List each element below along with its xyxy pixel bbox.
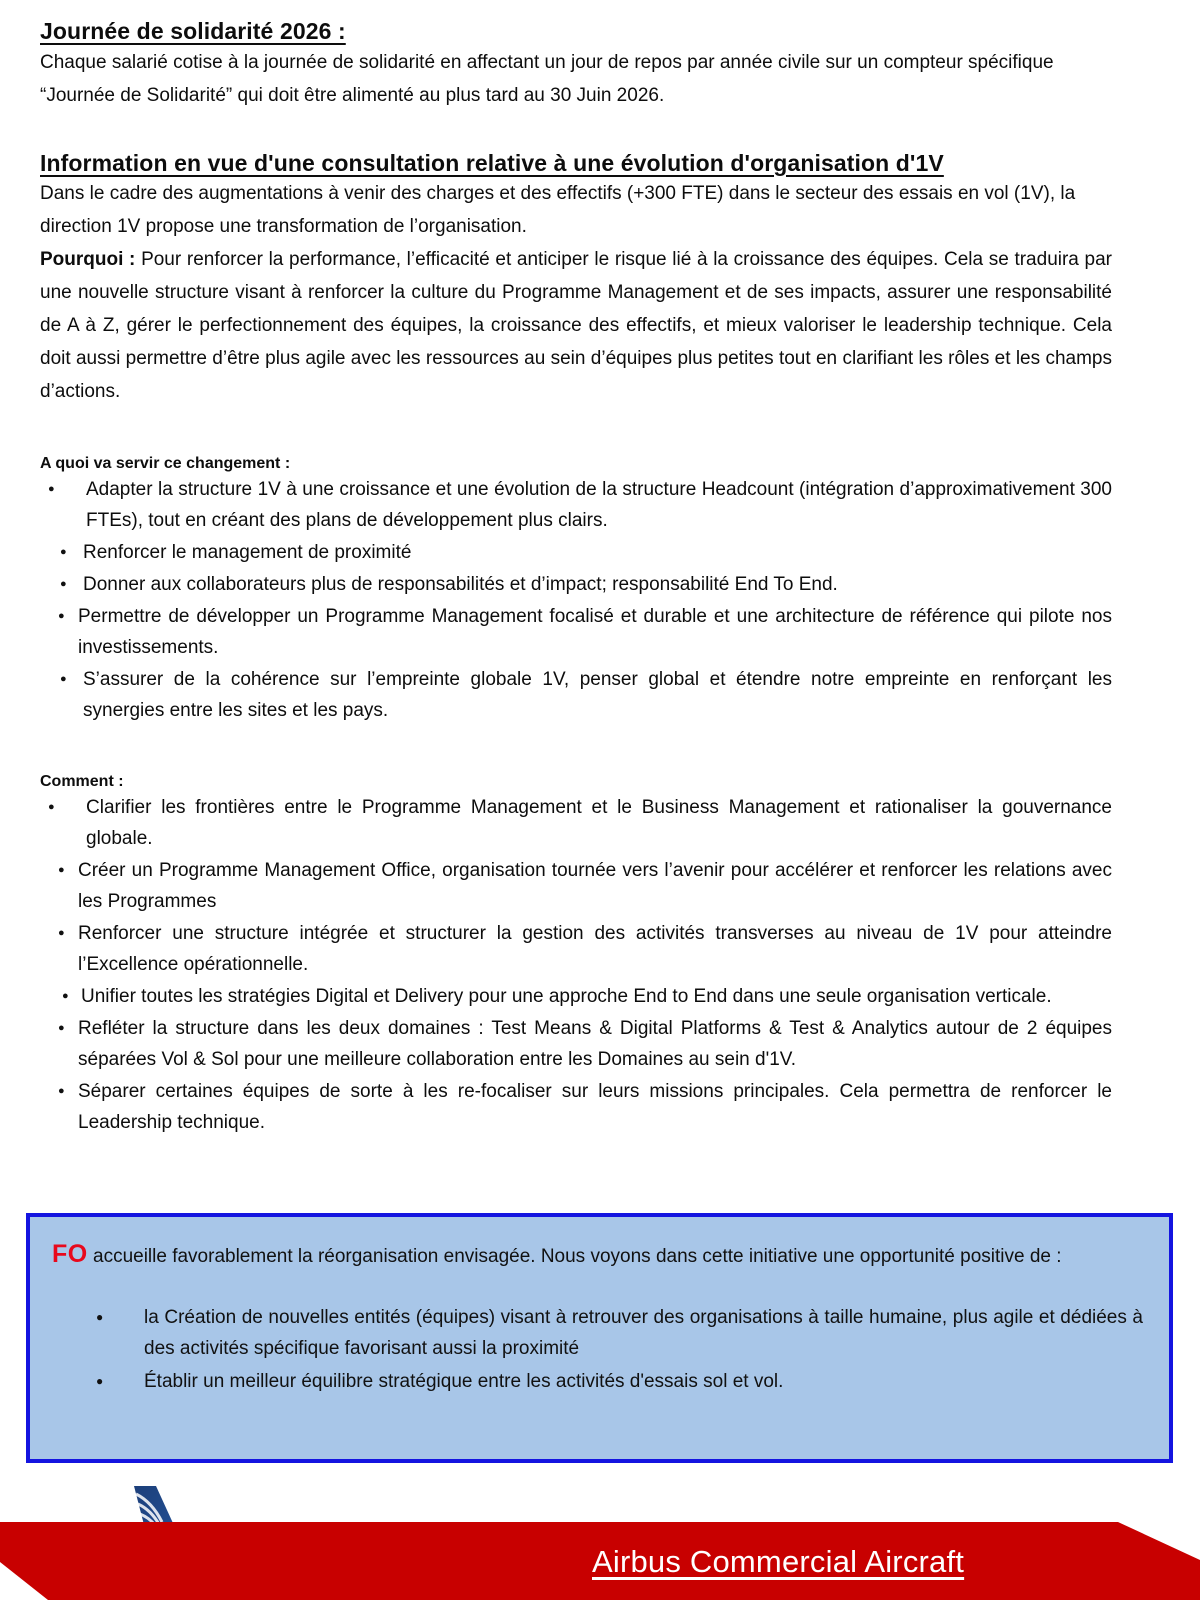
footer-banner: [0, 1490, 1200, 1600]
list-purpose: [40, 474, 1112, 726]
section-information-1v: [40, 150, 1112, 178]
fo-brand-label: FO: [52, 1240, 88, 1268]
list-item: ● Refléter la structure dans les deux domaines : Test Means & Digital Platforms & Test & Analytics autour de 2 équipes séparées Vol & Sol pour une meilleure collaboration entre les Domaines au sein d'1V.: [40, 1013, 1112, 1075]
list-item: ● Renforcer une structure intégrée et structurer la gestion des activités transverses au niveau de 1V pour atteindre l’Excellence opérationnelle.: [40, 918, 1112, 980]
fo-statement-box: [26, 1213, 1173, 1463]
list-item: ● Permettre de développer un Programme Management focalisé et durable et une architecture de référence qui pilote nos investissements.: [40, 601, 1112, 663]
text-pourquoi: Pour renforcer la performance, l’efficacité et anticiper le risque lié à la croissance des équipes. Cela se traduira par une nouvelle structure visant à renforcer la culture du Programme Management et de ses impacts, assurer une responsabilité de A à Z, gérer le perfectionnement des équipes, la croissance des effectifs, et mieux valoriser le leadership technique. Cela doit aussi permettre d’être plus agile avec les ressources au sein d’équipes plus petites tout en clarifiant les rôles et les champs d’actions.: [40, 249, 1113, 403]
section-solidarite: [40, 18, 1112, 46]
list-item: ● Adapter la structure 1V à une croissance et une évolution de la structure Headcount (intégration d’approximativement 300 FTEs), tout en créant des plans de développement plus clairs.: [40, 474, 1112, 536]
list-item: ● Créer un Programme Management Office, organisation tournée vers l’avenir pour accélérer et renforcer les relations avec les Programmes: [40, 855, 1112, 917]
list-item: ● la Création de nouvelles entités (équipes) visant à retrouver des organisations à taille humaine, plus agile et dédiées à des activités spécifique favorisant aussi la proximité: [52, 1302, 1143, 1364]
list-item: ● Renforcer le management de proximité: [40, 537, 1112, 568]
paragraph-pourquoi: [40, 243, 1112, 408]
list-item: ● Donner aux collaborateurs plus de responsabilités et d’impact; responsabilité End To End.: [40, 569, 1112, 600]
list-how: [40, 792, 1112, 1138]
heading-journee-solidarite: Journée de solidarité 2026 :: [40, 18, 346, 44]
section-how: [40, 772, 1112, 1138]
list-item: ● Établir un meilleur équilibre stratégique entre les activités d'essais sol et vol.: [52, 1366, 1143, 1397]
section-purpose: [40, 454, 1112, 726]
heading-comment: Comment :: [40, 773, 124, 791]
footer-title: Airbus Commercial Aircraft: [592, 1544, 965, 1579]
paragraph-solidarite: Chaque salarié cotise à la journée de solidarité en affectant un jour de repos par année civile sur un compteur spécifique “Journée de Solidarité” qui doit être alimenté au plus tard au 30 Juin 2026.: [40, 51, 1054, 106]
label-pourquoi: Pourquoi :: [40, 249, 136, 271]
document-content: [40, 0, 1112, 1139]
list-item: ● Clarifier les frontières entre le Programme Management et le Business Management et rationaliser la gouvernance globale.: [40, 792, 1112, 854]
paragraph-contexte-1v: Dans le cadre des augmentations à venir des charges et des effectifs (+300 FTE) dans le secteur des essais en vol (1V), la direction 1V propose une transformation de l’organisation.: [40, 183, 1076, 238]
list-item: ● Unifier toutes les stratégies Digital et Delivery pour une approche End to End dans une seule organisation verticale.: [40, 981, 1112, 1012]
heading-a-quoi-va-servir: A quoi va servir ce changement :: [40, 455, 291, 473]
fo-intro-paragraph: [52, 1237, 1143, 1274]
heading-information-1v: Information en vue d'une consultation relative à une évolution d'organisation d'1V: [40, 149, 944, 176]
list-item: ● Séparer certaines équipes de sorte à les re-focaliser sur leurs missions principales. Cela permettra de renforcer le Leadership technique.: [40, 1076, 1112, 1138]
fo-list: [52, 1302, 1143, 1397]
list-item: ● S’assurer de la cohérence sur l’empreinte globale 1V, penser global et étendre notre empreinte en renforçant les synergies entre les sites et les pays.: [40, 664, 1112, 726]
fo-intro-text: accueille favorablement la réorganisation envisagée. Nous voyons dans cette initiative une opportunité positive de :: [87, 1246, 1062, 1267]
